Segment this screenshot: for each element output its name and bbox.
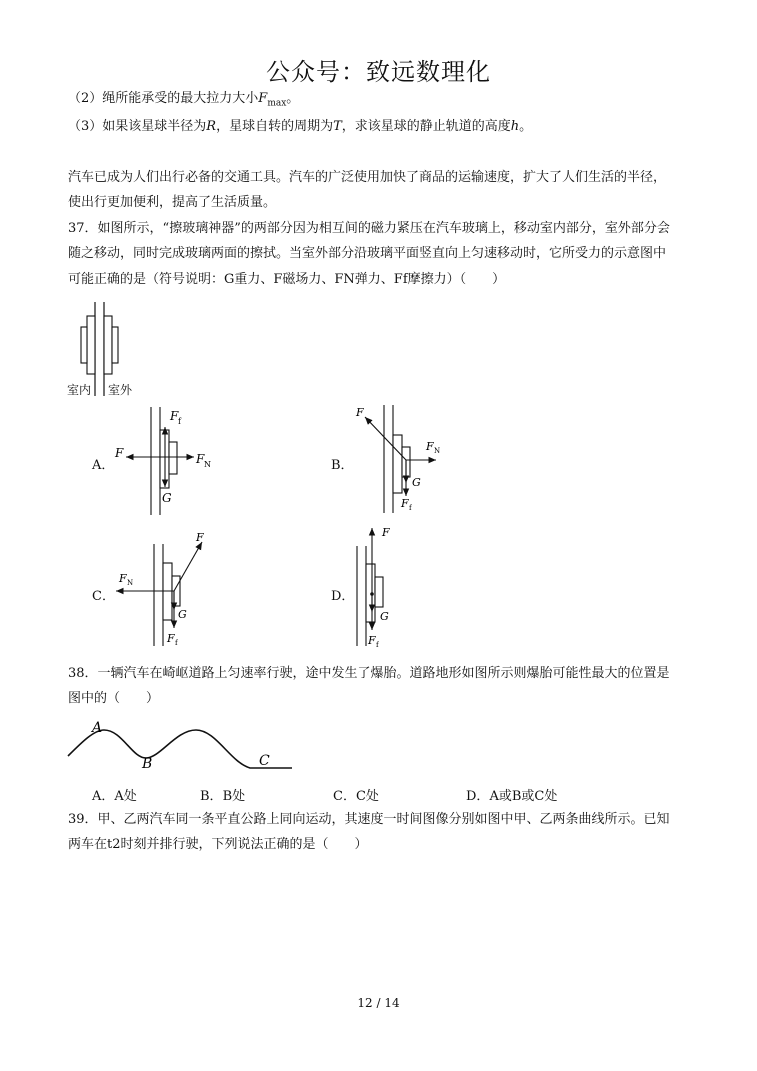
q38-choice-b[interactable]: B．B处 — [200, 789, 246, 804]
svg-text:f: f — [175, 639, 178, 647]
svg-text:G: G — [380, 610, 389, 623]
q37-option-c-letter[interactable]: C． — [92, 589, 115, 604]
point-c-label: C — [259, 753, 270, 769]
q37-option-a-diagram[interactable] — [110, 405, 220, 520]
svg-text:G: G — [412, 476, 421, 489]
svg-text:F: F — [401, 497, 409, 510]
q39-line-1: 39．甲、乙两汽车同一条平直公路上同向运动，其速度一时间图像分别如图中甲、乙两条曲线所示。已知 — [68, 812, 670, 827]
svg-text:F: F — [170, 409, 179, 423]
q37-option-c-diagram[interactable] — [110, 530, 220, 648]
q37-option-b-diagram[interactable] — [350, 403, 460, 518]
q37-option-d-diagram[interactable] — [350, 522, 460, 650]
q39-line-2: 两车在t2时刻并排行驶，下列说法正确的是（ ） — [68, 837, 368, 852]
intro-line-2: 使出行更加便利，提高了生活质量。 — [68, 195, 277, 210]
q37-option-d-letter[interactable]: D． — [331, 589, 355, 604]
svg-text:F: F — [382, 526, 390, 539]
svg-text:G: G — [178, 608, 187, 621]
svg-text:F: F — [196, 452, 205, 466]
q37-option-a-letter[interactable]: A． — [92, 458, 115, 473]
q37-line-3: 可能正确的是（符号说明：G重力、F磁场力、FN弹力、Ff摩擦力）（ ） — [68, 272, 506, 287]
outside-part-handle — [112, 327, 118, 363]
q38-choice-a[interactable]: A．A处 — [92, 789, 137, 804]
inside-part-plate — [87, 316, 95, 374]
svg-text:f: f — [178, 417, 181, 426]
svg-text:G: G — [162, 491, 172, 505]
svg-text:F: F — [356, 406, 364, 419]
svg-text:F: F — [167, 632, 175, 645]
svg-text:F: F — [119, 572, 127, 585]
prev-question-part3: （3）如果该星球半径为R，星球自转的周期为T，求该星球的静止轨道的高度h。 — [68, 119, 533, 134]
q38-line-1: 38．一辆汽车在崎岖道路上匀速率行驶，途中发生了爆胎。道路地形如图所示则爆胎可能性最大的位置是 — [68, 666, 670, 681]
svg-text:N: N — [434, 447, 441, 455]
svg-text:N: N — [204, 460, 211, 469]
page-header-title: 公众号：致远数理化 — [266, 58, 491, 86]
svg-text:F: F — [368, 634, 376, 647]
inside-part-handle — [81, 327, 87, 363]
svg-text:f: f — [409, 504, 412, 512]
q38-choice-d[interactable]: D．A或B或C处 — [466, 789, 558, 804]
q38-road-figure — [64, 716, 304, 776]
q37-line-1: 37．如图所示，“擦玻璃神器”的两部分因为相互间的磁力紧压在汽车玻璃上，移动室内部分，室外部分会 — [68, 221, 670, 236]
q38-line-2: 图中的（ ） — [68, 691, 160, 706]
svg-text:F: F — [115, 446, 124, 460]
svg-text:f: f — [376, 641, 379, 649]
page-number: 12 / 14 — [357, 996, 400, 1010]
outside-part-plate — [104, 316, 112, 374]
svg-text:F: F — [196, 531, 204, 544]
label-inside: 室内 — [67, 383, 92, 397]
q38-choice-c[interactable]: C．C处 — [333, 789, 379, 804]
point-a-label: A — [92, 720, 103, 736]
prev-question-part2: （2）绳所能承受的最大拉力大小$F_{max}$。 — [68, 91, 300, 109]
svg-text:N: N — [127, 579, 134, 587]
q37-option-b-letter[interactable]: B． — [331, 458, 354, 473]
q37-line-2: 随之移动，同时完成玻璃两面的擦拭。当室外部分沿玻璃平面竖直向上匀速移动时，它所受力的示意图中 — [68, 246, 667, 261]
intro-line-1: 汽车已成为人们出行必备的交通工具。汽车的广泛使用加快了商品的运输速度，扩大了人们生活的半径， — [68, 170, 667, 185]
label-outside: 室外 — [108, 383, 133, 397]
point-b-label: B — [142, 756, 153, 772]
svg-text:F: F — [426, 440, 434, 453]
